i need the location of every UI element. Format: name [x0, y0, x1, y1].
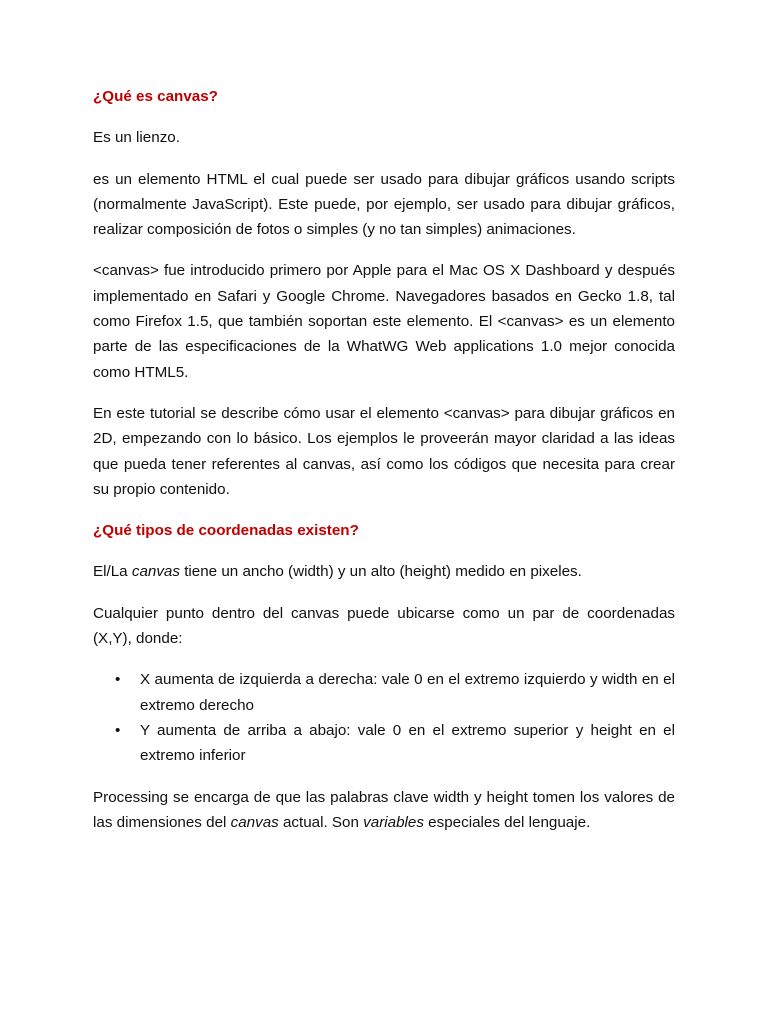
list-item-text: Y aumenta de arriba a abajo: vale 0 en el extremo superior y height en el extremo inferior [140, 721, 675, 765]
italic-term-canvas: canvas [131, 563, 180, 581]
paragraph-processing-variables [93, 785, 675, 836]
italic-term-variables: variables [363, 813, 424, 831]
italic-term-canvas: canvas [230, 813, 279, 831]
paragraph-html-element: es un elemento HTML el cual puede ser usado para dibujar gráficos usando scripts (normalmente JavaScript). Este puede, por ejemplo, ser usado para dibujar gráficos, realizar composición de fotos o simples (y no tan simples) animaciones. [93, 170, 675, 239]
section-heading-coordinates: ¿Qué tipos de coordenadas existen? [93, 522, 359, 540]
text-run: especiales del lenguaje. [423, 813, 591, 831]
paragraph-definition: Es un lienzo. [93, 129, 180, 147]
text-run: Processing se encarga de que las palabras clave width y height tomen los valores de las dimensiones del [93, 788, 675, 831]
bullet-icon: • [115, 671, 121, 689]
text-run: tiene un ancho (width) y un alto (height) medido en pixeles. [179, 563, 582, 581]
list-item-text: X aumenta de izquierda a derecha: vale 0 en el extremo izquierdo y width en el extremo derecho [140, 671, 675, 714]
list-item-x-axis [93, 667, 675, 718]
document-page [93, 84, 675, 851]
coordinate-axes-list [93, 667, 675, 768]
text-run: actual. Son [278, 813, 364, 831]
text-run: El/La [93, 563, 132, 581]
paragraph-history: <canvas> fue introducido primero por Apple para el Mac OS X Dashboard y después implementado en Safari y Google Chrome. Navegadores basados en Gecko 1.8, tal como Firefox 1.5, que también soportan este elemento. El <canvas> es un elemento parte de las especificaciones de la WhatWG Web applications 1.0 mejor conocida como HTML5. [93, 262, 675, 381]
list-item-y-axis [93, 718, 675, 769]
section-heading-what-is-canvas: ¿Qué es canvas? [93, 88, 218, 105]
paragraph-tutorial-intro: En este tutorial se describe cómo usar el elemento <canvas> para dibujar gráficos en 2D, empezando con lo básico. Los ejemplos le proveerán mayor claridad a las ideas que pueda tener referentes al canvas, así como los códigos que necesita para crear su propio contenido. [93, 404, 675, 498]
bullet-icon: • [115, 721, 121, 739]
paragraph-canvas-size [93, 559, 675, 584]
paragraph-coordinate-pair: Cualquier punto dentro del canvas puede ubicarse como un par de coordenadas (X,Y), donde: [93, 604, 675, 648]
